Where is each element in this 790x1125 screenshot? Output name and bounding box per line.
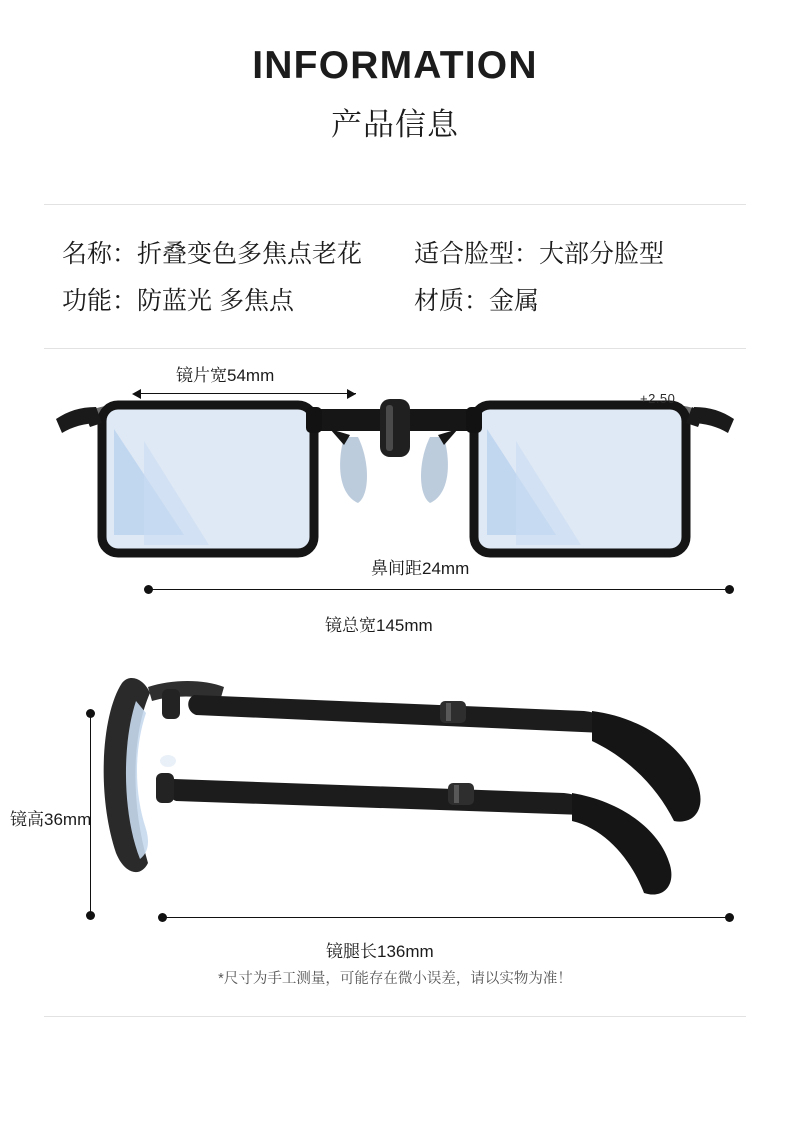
spec-label-face: 适合脸型： [414,239,540,268]
spec-label-function: 功能： [62,287,138,316]
spec-cell-face [414,231,746,279]
temple-length-line [163,917,729,918]
total-width-label: 镜总宽145mm [325,615,433,635]
total-width-dot-right [725,585,734,594]
spec-cell-name [62,231,414,279]
lens-height-label: 镜高36mm [10,809,92,829]
spec-value-face: 大部分脸型 [539,239,665,268]
front-view-figure [44,349,746,649]
spec-table [44,205,746,348]
spec-cell-function [62,278,414,326]
glasses-front-illustration [44,349,746,579]
divider-bottom [44,1016,746,1017]
page-title: INFORMATION [252,44,538,87]
lens-height-dot-bottom [86,911,95,920]
product-figures [10,349,746,988]
lens-power-label: +2.50 [640,390,676,406]
spec-value-name: 折叠变色多焦点老花 [137,239,363,268]
spec-label-material: 材质： [414,287,490,316]
spec-cell-material [414,278,746,326]
measurement-footnote: *尺寸为手工测量，可能存在微小误差，请以实物为准！ [218,970,572,987]
spec-value-material: 金属 [489,287,540,316]
page-subtitle: 产品信息 [331,106,459,142]
temple-length-label: 镜腿长136mm [326,941,434,961]
temple-length-dot-right [725,913,734,922]
temple-length-dot-left [158,913,167,922]
total-width-dot-left [144,585,153,594]
spec-label-name: 名称： [62,239,138,268]
spec-row [44,231,746,279]
spec-row [44,278,746,326]
lens-width-label: 镜片宽54mm [176,365,275,385]
side-view-figure [10,653,746,961]
spec-value-function: 防蓝光 多焦点 [137,287,294,316]
page-header [0,0,790,144]
total-width-line [149,589,729,590]
bridge-label: 鼻间距24mm [371,558,470,578]
glasses-side-illustration [44,653,746,903]
